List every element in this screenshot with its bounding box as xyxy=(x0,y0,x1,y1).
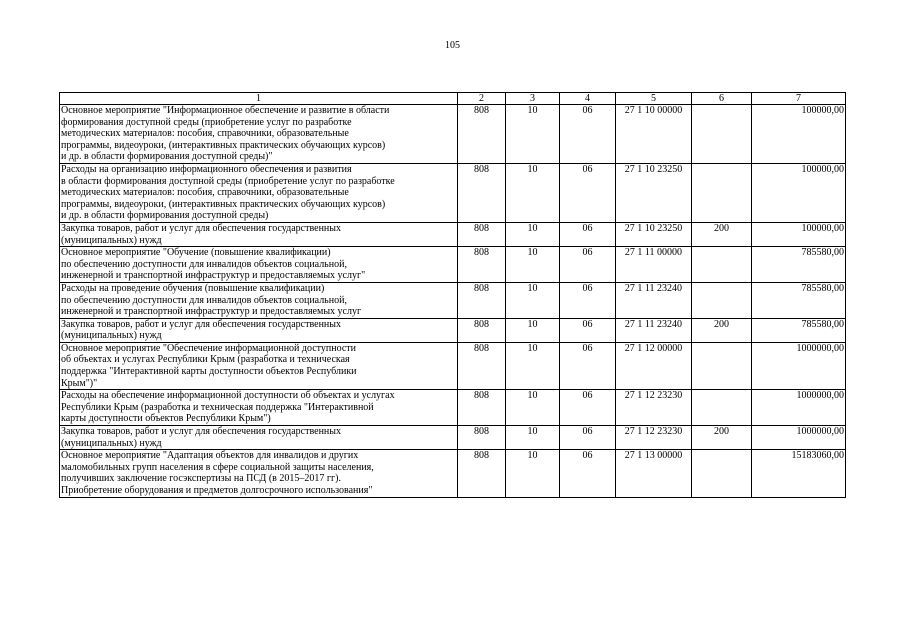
header-row xyxy=(60,93,846,105)
ministry-code-cell: 808 xyxy=(458,282,506,318)
row-description xyxy=(60,247,458,283)
subsection-code-cell: 06 xyxy=(560,282,616,318)
table-body xyxy=(60,105,846,498)
description-line: Основное мероприятие "Обеспечение информационной доступности xyxy=(61,342,357,354)
description-line: и др. в области формирования доступной среды)" xyxy=(61,151,273,163)
expense-type-cell xyxy=(692,450,752,497)
description-line: об объектах и услугах Республики Крым (разработка и техническая xyxy=(61,354,350,366)
subsection-code-cell: 06 xyxy=(560,163,616,222)
amount-cell: 785580,00 xyxy=(752,318,846,342)
row-description xyxy=(60,282,458,318)
description-line: (муниципальных) нужд xyxy=(61,234,162,246)
column-header-1: 1 xyxy=(60,93,458,105)
description-line: (муниципальных) нужд xyxy=(61,330,162,342)
expense-type-cell xyxy=(692,390,752,426)
description-line: (муниципальных) нужд xyxy=(61,437,162,449)
amount-cell: 1000000,00 xyxy=(752,426,846,450)
description-line: инженерной и транспортной инфраструктур и предоставляемых услуг xyxy=(61,306,362,318)
target-article-cell: 27 1 11 23240 xyxy=(616,282,692,318)
ministry-code-cell: 808 xyxy=(458,105,506,164)
row-description xyxy=(60,342,458,389)
row-description xyxy=(60,318,458,342)
expense-type-cell xyxy=(692,105,752,164)
amount-cell: 785580,00 xyxy=(752,247,846,283)
description-line: маломобильных групп населения в сфере социальной защиты населения, xyxy=(61,461,374,473)
ministry-code-cell: 808 xyxy=(458,247,506,283)
table-row xyxy=(60,390,846,426)
row-description xyxy=(60,426,458,450)
budget-table xyxy=(59,92,846,498)
expense-type-cell: 200 xyxy=(692,426,752,450)
amount-cell: 1000000,00 xyxy=(752,342,846,389)
table-row xyxy=(60,105,846,164)
expense-type-cell xyxy=(692,163,752,222)
row-description xyxy=(60,222,458,246)
amount-cell: 100000,00 xyxy=(752,163,846,222)
subsection-code-cell: 06 xyxy=(560,105,616,164)
ministry-code-cell: 808 xyxy=(458,342,506,389)
target-article-cell: 27 1 10 23250 xyxy=(616,222,692,246)
table-row xyxy=(60,222,846,246)
description-line: Основное мероприятие "Информационное обеспечение и развитие в области xyxy=(61,105,390,116)
expense-type-cell xyxy=(692,247,752,283)
section-code-cell: 10 xyxy=(506,222,560,246)
amount-cell: 1000000,00 xyxy=(752,390,846,426)
column-header-5: 5 xyxy=(616,93,692,105)
column-header-2: 2 xyxy=(458,93,506,105)
subsection-code-cell: 06 xyxy=(560,247,616,283)
subsection-code-cell: 06 xyxy=(560,450,616,497)
description-line: Закупка товаров, работ и услуг для обеспечения государственных xyxy=(61,426,342,438)
description-line: в области формирования доступной среды (приобретение услуг по разработке xyxy=(61,175,395,187)
row-description xyxy=(60,163,458,222)
target-article-cell: 27 1 10 23250 xyxy=(616,163,692,222)
description-line: методических материалов: пособия, справочники, образовательные xyxy=(61,128,349,140)
section-code-cell: 10 xyxy=(506,282,560,318)
row-description xyxy=(60,390,458,426)
target-article-cell: 27 1 12 23230 xyxy=(616,390,692,426)
target-article-cell: 27 1 12 23230 xyxy=(616,426,692,450)
description-line: Республики Крым (разработка и техническая поддержка "Интерактивной xyxy=(61,401,374,413)
description-line: по обеспечению доступности для инвалидов объектов социальной, xyxy=(61,294,347,306)
table-row xyxy=(60,342,846,389)
amount-cell: 15183060,00 xyxy=(752,450,846,497)
subsection-code-cell: 06 xyxy=(560,222,616,246)
amount-cell: 100000,00 xyxy=(752,222,846,246)
description-line: Закупка товаров, работ и услуг для обеспечения государственных xyxy=(61,318,342,330)
table-row xyxy=(60,163,846,222)
target-article-cell: 27 1 11 23240 xyxy=(616,318,692,342)
description-line: Крым")" xyxy=(61,377,98,389)
expense-type-cell xyxy=(692,342,752,389)
description-line: карты доступности объектов Республики Крым") xyxy=(61,413,271,425)
section-code-cell: 10 xyxy=(506,318,560,342)
expense-type-cell: 200 xyxy=(692,222,752,246)
ministry-code-cell: 808 xyxy=(458,390,506,426)
description-line: по обеспечению доступности для инвалидов объектов социальной, xyxy=(61,258,347,270)
description-line: Расходы на обеспечение информационной доступности об объектах и услугах xyxy=(61,390,395,402)
table-row xyxy=(60,247,846,283)
table-row xyxy=(60,450,846,497)
table-row xyxy=(60,282,846,318)
section-code-cell: 10 xyxy=(506,105,560,164)
table-row xyxy=(60,426,846,450)
subsection-code-cell: 06 xyxy=(560,342,616,389)
description-line: поддержка "Интерактивной карты доступности объектов Республики xyxy=(61,366,357,378)
description-line: и др. в области формирования доступной среды) xyxy=(61,210,269,222)
section-code-cell: 10 xyxy=(506,247,560,283)
description-line: Расходы на организацию информационного обеспечения и развития xyxy=(61,163,352,175)
target-article-cell: 27 1 11 00000 xyxy=(616,247,692,283)
section-code-cell: 10 xyxy=(506,450,560,497)
column-header-7: 7 xyxy=(752,93,846,105)
row-description xyxy=(60,105,458,164)
description-line: Закупка товаров, работ и услуг для обеспечения государственных xyxy=(61,222,342,234)
amount-cell: 100000,00 xyxy=(752,105,846,164)
subsection-code-cell: 06 xyxy=(560,318,616,342)
description-line: методических материалов: пособия, справочники, образовательные xyxy=(61,187,349,199)
subsection-code-cell: 06 xyxy=(560,390,616,426)
description-line: программы, видеоуроки, (интерактивных практических обучающих курсов) xyxy=(61,198,386,210)
page-number: 105 xyxy=(445,40,460,51)
column-header-6: 6 xyxy=(692,93,752,105)
description-line: Основное мероприятие "Адаптация объектов для инвалидов и других xyxy=(61,450,359,462)
expense-type-cell: 200 xyxy=(692,318,752,342)
section-code-cell: 10 xyxy=(506,390,560,426)
description-line: Основное мероприятие "Обучение (повышение квалификации) xyxy=(61,247,331,259)
column-header-3: 3 xyxy=(506,93,560,105)
ministry-code-cell: 808 xyxy=(458,163,506,222)
subsection-code-cell: 06 xyxy=(560,426,616,450)
ministry-code-cell: 808 xyxy=(458,222,506,246)
section-code-cell: 10 xyxy=(506,342,560,389)
ministry-code-cell: 808 xyxy=(458,450,506,497)
description-line: Приобретение оборудования и предметов долгосрочного использования" xyxy=(61,485,373,496)
target-article-cell: 27 1 13 00000 xyxy=(616,450,692,497)
target-article-cell: 27 1 12 00000 xyxy=(616,342,692,389)
amount-cell: 785580,00 xyxy=(752,282,846,318)
row-description xyxy=(60,450,458,497)
description-line: получивших заключение госэкспертизы на ПСД (в 2015–2017 гг). xyxy=(61,473,341,485)
description-line: инженерной и транспортной инфраструктур и предоставляемых услуг" xyxy=(61,270,366,282)
section-code-cell: 10 xyxy=(506,426,560,450)
target-article-cell: 27 1 10 00000 xyxy=(616,105,692,164)
column-header-4: 4 xyxy=(560,93,616,105)
description-line: формирования доступной среды (приобретение услуг по разработке xyxy=(61,116,352,128)
ministry-code-cell: 808 xyxy=(458,318,506,342)
table-row xyxy=(60,318,846,342)
description-line: программы, видеоуроки, (интерактивных практических обучающих курсов) xyxy=(61,139,386,151)
expense-type-cell xyxy=(692,282,752,318)
ministry-code-cell: 808 xyxy=(458,426,506,450)
description-line: Расходы на проведение обучения (повышение квалификации) xyxy=(61,282,325,294)
section-code-cell: 10 xyxy=(506,163,560,222)
